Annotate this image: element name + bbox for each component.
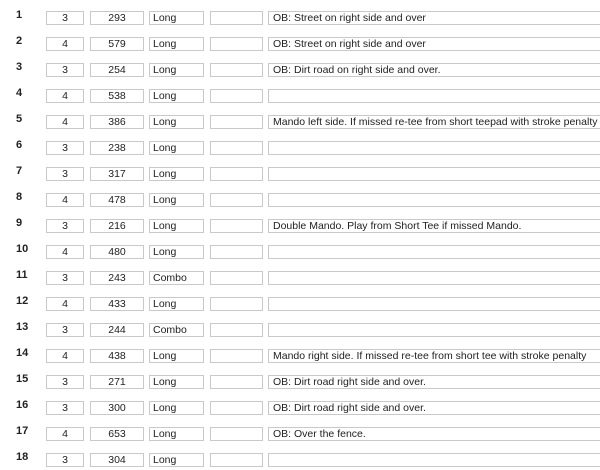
tee-field[interactable]: Combo bbox=[149, 323, 204, 337]
distance-field[interactable]: 238 bbox=[90, 141, 144, 155]
hole-number: 11 bbox=[16, 269, 28, 281]
notes-field[interactable]: OB: Street on right side and over bbox=[268, 37, 600, 51]
extra-field[interactable] bbox=[210, 375, 263, 389]
hole-row bbox=[0, 450, 600, 468]
notes-field[interactable] bbox=[268, 141, 600, 155]
extra-field[interactable] bbox=[210, 193, 263, 207]
hole-row bbox=[0, 294, 600, 312]
tee-field[interactable]: Long bbox=[149, 297, 204, 311]
notes-field[interactable] bbox=[268, 245, 600, 259]
notes-field[interactable] bbox=[268, 297, 600, 311]
hole-row bbox=[0, 268, 600, 286]
hole-number: 16 bbox=[16, 399, 29, 411]
extra-field[interactable] bbox=[210, 427, 263, 441]
hole-row bbox=[0, 424, 600, 442]
hole-row bbox=[0, 112, 600, 130]
distance-field[interactable]: 317 bbox=[90, 167, 144, 181]
distance-field[interactable]: 579 bbox=[90, 37, 144, 51]
hole-row bbox=[0, 8, 600, 26]
tee-field[interactable]: Long bbox=[149, 193, 204, 207]
tee-field[interactable]: Long bbox=[149, 245, 204, 259]
par-field[interactable]: 3 bbox=[46, 271, 84, 285]
hole-row bbox=[0, 60, 600, 78]
notes-field[interactable]: OB: Over the fence. bbox=[268, 427, 600, 441]
par-field[interactable]: 3 bbox=[46, 401, 84, 415]
tee-field[interactable]: Combo bbox=[149, 271, 204, 285]
par-field[interactable]: 3 bbox=[46, 167, 84, 181]
par-field[interactable]: 4 bbox=[46, 349, 84, 363]
notes-field[interactable] bbox=[268, 271, 600, 285]
hole-number: 1 bbox=[16, 9, 23, 21]
par-field[interactable]: 4 bbox=[46, 37, 84, 51]
hole-number: 13 bbox=[16, 321, 29, 333]
notes-field[interactable] bbox=[268, 167, 600, 181]
distance-field[interactable]: 478 bbox=[90, 193, 144, 207]
extra-field[interactable] bbox=[210, 11, 263, 25]
hole-row bbox=[0, 138, 600, 156]
par-field[interactable]: 4 bbox=[46, 193, 84, 207]
notes-field[interactable]: Mando left side. If missed re-tee from short teepad with stroke penalty bbox=[268, 115, 600, 129]
distance-field[interactable]: 433 bbox=[90, 297, 144, 311]
extra-field[interactable] bbox=[210, 271, 263, 285]
extra-field[interactable] bbox=[210, 141, 263, 155]
tee-field[interactable]: Long bbox=[149, 427, 204, 441]
distance-field[interactable]: 271 bbox=[90, 375, 144, 389]
notes-field[interactable]: OB: Dirt road on right side and over. bbox=[268, 63, 600, 77]
extra-field[interactable] bbox=[210, 37, 263, 51]
distance-field[interactable]: 438 bbox=[90, 349, 144, 363]
distance-field[interactable]: 293 bbox=[90, 11, 144, 25]
par-field[interactable]: 4 bbox=[46, 89, 84, 103]
notes-field[interactable] bbox=[268, 89, 600, 103]
tee-field[interactable]: Long bbox=[149, 219, 204, 233]
distance-field[interactable]: 386 bbox=[90, 115, 144, 129]
par-field[interactable]: 4 bbox=[46, 245, 84, 259]
tee-field[interactable]: Long bbox=[149, 375, 204, 389]
notes-field[interactable]: OB: Dirt road right side and over. bbox=[268, 401, 600, 415]
extra-field[interactable] bbox=[210, 89, 263, 103]
hole-row bbox=[0, 86, 600, 104]
par-field[interactable]: 3 bbox=[46, 141, 84, 155]
par-field[interactable]: 3 bbox=[46, 453, 84, 467]
tee-field[interactable]: Long bbox=[149, 89, 204, 103]
hole-row bbox=[0, 190, 600, 208]
tee-field[interactable]: Long bbox=[149, 167, 204, 181]
par-field[interactable]: 3 bbox=[46, 11, 84, 25]
hole-number: 15 bbox=[16, 373, 29, 385]
distance-field[interactable]: 254 bbox=[90, 63, 144, 77]
tee-field[interactable]: Long bbox=[149, 141, 204, 155]
tee-field[interactable]: Long bbox=[149, 349, 204, 363]
par-field[interactable]: 3 bbox=[46, 219, 84, 233]
hole-row bbox=[0, 372, 600, 390]
notes-field[interactable] bbox=[268, 323, 600, 337]
hole-row bbox=[0, 164, 600, 182]
notes-field[interactable]: OB: Dirt road right side and over. bbox=[268, 375, 600, 389]
notes-field[interactable]: OB: Street on right side and over bbox=[268, 11, 600, 25]
extra-field[interactable] bbox=[210, 453, 263, 467]
hole-number: 8 bbox=[16, 191, 23, 203]
hole-row bbox=[0, 216, 600, 234]
par-field[interactable]: 3 bbox=[46, 323, 84, 337]
hole-row bbox=[0, 398, 600, 416]
hole-number: 12 bbox=[16, 295, 29, 307]
par-field[interactable]: 3 bbox=[46, 375, 84, 389]
distance-field[interactable]: 300 bbox=[90, 401, 144, 415]
extra-field[interactable] bbox=[210, 115, 263, 129]
hole-number: 9 bbox=[16, 217, 23, 229]
hole-number: 18 bbox=[16, 451, 29, 463]
tee-field[interactable]: Long bbox=[149, 63, 204, 77]
par-field[interactable]: 3 bbox=[46, 63, 84, 77]
distance-field[interactable]: 216 bbox=[90, 219, 144, 233]
distance-field[interactable]: 304 bbox=[90, 453, 144, 467]
extra-field[interactable] bbox=[210, 297, 263, 311]
extra-field[interactable] bbox=[210, 323, 263, 337]
par-field[interactable]: 4 bbox=[46, 115, 84, 129]
distance-field[interactable]: 244 bbox=[90, 323, 144, 337]
tee-field[interactable]: Long bbox=[149, 115, 204, 129]
tee-field[interactable]: Long bbox=[149, 11, 204, 25]
hole-number: 10 bbox=[16, 243, 29, 255]
hole-row bbox=[0, 34, 600, 52]
tee-field[interactable]: Long bbox=[149, 401, 204, 415]
tee-field[interactable]: Long bbox=[149, 37, 204, 51]
distance-field[interactable]: 243 bbox=[90, 271, 144, 285]
hole-row bbox=[0, 346, 600, 364]
extra-field[interactable] bbox=[210, 63, 263, 77]
notes-field[interactable] bbox=[268, 193, 600, 207]
extra-field[interactable] bbox=[210, 219, 263, 233]
hole-number: 4 bbox=[16, 87, 23, 99]
notes-field[interactable]: Double Mando. Play from Short Tee if missed Mando. bbox=[268, 219, 600, 233]
distance-field[interactable]: 653 bbox=[90, 427, 144, 441]
hole-number: 7 bbox=[16, 165, 23, 177]
par-field[interactable]: 4 bbox=[46, 427, 84, 441]
hole-number: 6 bbox=[16, 139, 23, 151]
hole-number: 5 bbox=[16, 113, 23, 125]
hole-number: 3 bbox=[16, 61, 23, 73]
hole-row bbox=[0, 320, 600, 338]
distance-field[interactable]: 480 bbox=[90, 245, 144, 259]
hole-number: 17 bbox=[16, 425, 29, 437]
tee-field[interactable]: Long bbox=[149, 453, 204, 467]
notes-field[interactable] bbox=[268, 453, 600, 467]
notes-field[interactable]: Mando right side. If missed re-tee from short tee with stroke penalty bbox=[268, 349, 600, 363]
par-field[interactable]: 4 bbox=[46, 297, 84, 311]
hole-number: 2 bbox=[16, 35, 23, 47]
hole-number: 14 bbox=[16, 347, 29, 359]
extra-field[interactable] bbox=[210, 349, 263, 363]
extra-field[interactable] bbox=[210, 167, 263, 181]
distance-field[interactable]: 538 bbox=[90, 89, 144, 103]
extra-field[interactable] bbox=[210, 401, 263, 415]
extra-field[interactable] bbox=[210, 245, 263, 259]
hole-row bbox=[0, 242, 600, 260]
